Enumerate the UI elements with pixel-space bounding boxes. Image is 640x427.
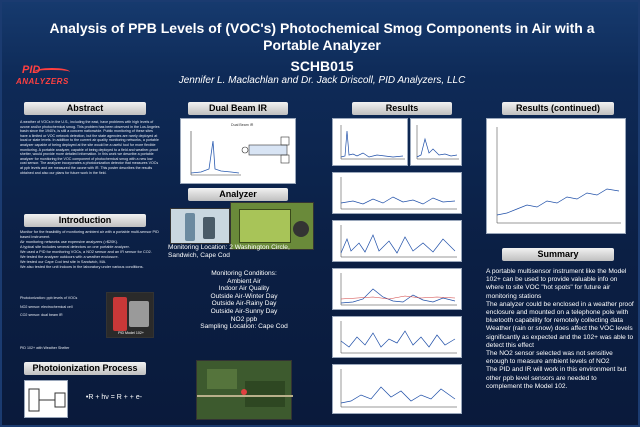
summary-point: The NO2 sensor selected was not sensitive enough to measure ambient levels of NO2 [486, 350, 613, 366]
abstract-text: A weather of VOCs in the U.S., including the east, have problems with high levels of ozone and/or photochemical smog. This problem has been observed in the Los Angeles basin since the 1940's, is still a concern nationwide. Public monitoring of these sites have a limited or VOC network detection, but the state agencies are rarely deployed at local or state levels. In addition to the current air quality monitoring networks, a portable analyzer capable of being deployed at the site would be a useful tool for more flexible monitoring. A portable analyzer, capable of being deployed to a field and weather-proof shelter, would provide more detailed information. In this work we describe a portable analyzer for monitoring the VOC component of photochemical smog with a new low cost sensor. The analyzer incorporates a photoionization detector that measures VOCs at ppb levels and we measured the ozone with IR. This poster describes the results obtained and also our plans for future work in the field. [20, 120, 160, 175]
intro-footer: PID 102+ with Weather Shelter [20, 346, 70, 350]
section-dual-beam-header: Dual Beam IR [188, 102, 288, 115]
photoionization-lamp-icon [25, 381, 69, 419]
intro-bullet: We used a PID for monitoring VOCs, a NO2 sensor and an IR sensor for CO2. [20, 250, 152, 254]
dual-beam-diagram [180, 118, 296, 184]
intro-bullet: Air monitoring networks use expensive analyzers (>$20K). [20, 240, 119, 244]
intro-bullet: Monitor for the feasibility of monitoring ambient air with a portable multi-sensor PID based instrument. [20, 230, 159, 239]
results-graph-5-plot [333, 269, 463, 311]
conditions-title: Monitoring Conditions: [211, 270, 277, 277]
results-graph-5 [332, 268, 462, 310]
poster-authors: Jennifer L. Maclachlan and Dr. Jack Driscoll, PID Analyzers, LLC [178, 75, 466, 86]
condition-item: Outside Air-Sunny Day [210, 307, 278, 315]
photo-caption: PID Model 102+ [118, 331, 144, 335]
condition-item: NO2 ppb [230, 315, 258, 323]
photoionization-equation: •R + hν = R + + e- [85, 394, 143, 401]
results-graph-4 [332, 220, 462, 262]
summary-point: A portable multisensor instrument like the Model 102+ can be used to provide valuable info on where to site VOC "hot spots" for future air monitoring stations [486, 268, 627, 300]
intro-diagram-labels [20, 296, 104, 318]
section-abstract-header: Abstract [24, 102, 146, 115]
results-graph-2-plot [411, 119, 463, 167]
instrument-probe [129, 301, 149, 327]
intro-label-no2: NO2 sensor: electrochemical cell [20, 304, 73, 309]
analyzer-photo-board [230, 202, 314, 250]
results-continued-plot [487, 119, 627, 235]
section-summary-header: Summary [502, 248, 614, 261]
summary-point: The analyzer could be enclosed in a weather proof enclosure and mounted on a telephone pole with bluetooth capability for remotely collecting data [486, 300, 634, 325]
results-graph-4-plot [333, 221, 463, 263]
condition-item: Ambient Air [227, 277, 261, 285]
poster-title: Analysis of PPB Levels of (VOC's) Photochemical Smog Components in Air with a Portable Analyzer [49, 20, 595, 53]
model-102-photo [106, 292, 154, 338]
results-continued-graph [486, 118, 626, 234]
section-introduction-header: Introduction [24, 214, 146, 227]
intro-bullet: We tested our Cape Cod test site in Sandwich, MA. [20, 260, 107, 264]
section-results-header: Results [352, 102, 452, 115]
results-graph-2 [410, 118, 462, 166]
results-graph-3 [332, 172, 462, 214]
section-analyzer-header: Analyzer [188, 188, 288, 201]
results-graph-7-plot [333, 365, 463, 415]
summary-point: Weather (rain or snow) does affect the VOC levels significantly as expected and the 102+ was able to detect this effect [486, 325, 634, 349]
monitoring-location: Monitoring Location: 2 Washington Circle, Sandwich, Cape Cod [168, 244, 290, 259]
condition-item: Sampling Location: Cape Cod [200, 323, 288, 331]
instrument-body [113, 297, 127, 331]
results-graph-3-plot [333, 173, 463, 215]
condition-item: Outside Air-Winter Day [210, 292, 278, 300]
logo-bottom-text: ANALYZERS [16, 77, 69, 86]
results-graph-1-plot [333, 119, 409, 167]
photoionization-diagram [24, 380, 68, 418]
condition-item: Outside Air-Rainy Day [211, 300, 277, 308]
results-graph-1 [332, 118, 408, 166]
summary-point: The PID and IR will work in this environment but other ppb level sensors are needed to complement the Model 102. [486, 366, 627, 390]
intro-bullet: A typical site includes several detectors on one portable analyzer. [20, 245, 130, 249]
results-graph-7 [332, 364, 462, 414]
sampling-location-aerial-photo [196, 360, 292, 420]
introduction-bullets [20, 230, 162, 288]
dual-beam-spectrum-graph [181, 119, 297, 185]
intro-bullet: We also tested the unit indoors in the laboratory under various conditions. [20, 265, 144, 269]
condition-item: Indoor Air Quality [218, 285, 270, 293]
section-results-continued-header: Results (continued) [502, 102, 614, 115]
analyzer-photo-handheld [170, 208, 230, 244]
section-photoionization-header: Photoionization Process [24, 362, 146, 375]
results-graph-6 [332, 316, 462, 358]
logo-top-text: PID [22, 64, 41, 76]
intro-label-pid: Photoionization: ppb levels of VOCs [20, 296, 78, 300]
dual-beam-diagram-title: Dual Beam IR [231, 123, 254, 127]
intro-label-ir: CO2 sensor: dual beam IR [20, 313, 63, 318]
poster-code: SCHB015 [290, 58, 354, 74]
monitoring-conditions [174, 270, 314, 331]
summary-points [486, 268, 634, 391]
intro-bullet: We tested the analyzer outdoors with a weather enclosure. [20, 255, 119, 259]
results-graph-6-plot [333, 317, 463, 359]
